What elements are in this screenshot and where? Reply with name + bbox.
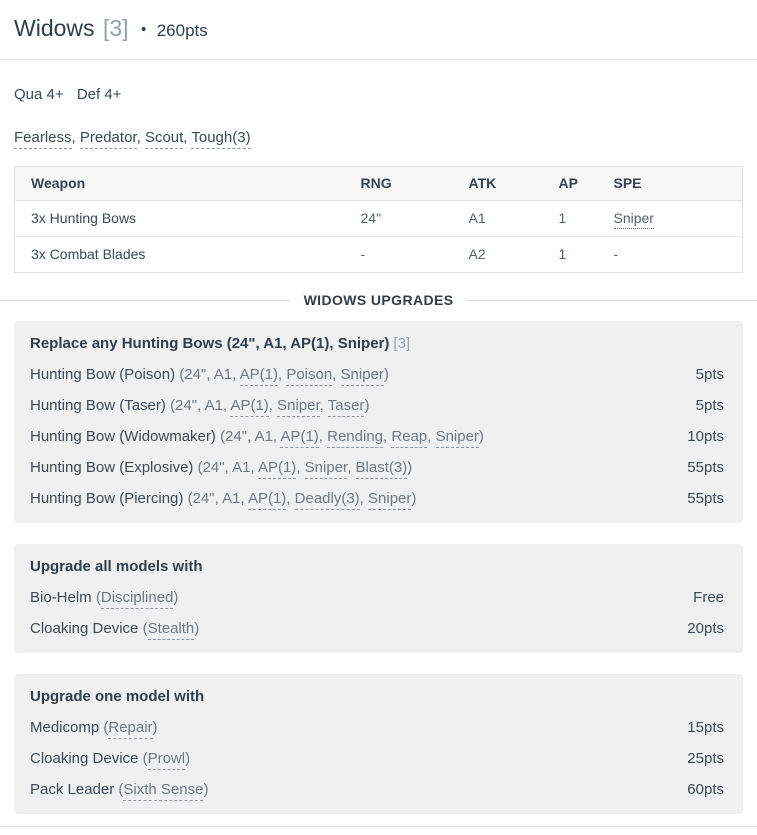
- divider-line-right: [467, 300, 757, 301]
- defense-label: Def: [76, 86, 101, 103]
- upgrade-option-label: Cloaking Device: [30, 750, 143, 767]
- upgrade-option-detail: [198, 459, 413, 479]
- column-header-weapon: Weapon: [15, 167, 347, 201]
- upgrade-option-label: Hunting Bow (Widowmaker): [30, 428, 221, 445]
- upgrade-option-row: [30, 397, 724, 415]
- rule-link[interactable]: Prowl: [148, 750, 186, 770]
- rule-link[interactable]: AP(1): [230, 397, 268, 417]
- detail-text: ): [383, 366, 389, 383]
- bottom-divider: [0, 826, 757, 827]
- detail-text: ,: [359, 490, 369, 507]
- detail-text: (24", A1,: [179, 366, 240, 383]
- detail-text: (: [103, 719, 109, 736]
- upgrade-option-label: Hunting Bow (Poison): [30, 366, 180, 383]
- rule-link[interactable]: Sniper: [368, 490, 411, 510]
- weapons-table-wrap: [14, 166, 743, 273]
- rules-separator: ,: [136, 129, 145, 146]
- column-header-atk: ATK: [455, 167, 545, 201]
- upgrade-option-cost: Free: [693, 589, 724, 606]
- upgrade-option-detail: [143, 620, 200, 640]
- detail-text: ): [411, 490, 417, 507]
- upgrade-section-title-text: Upgrade all models with: [30, 558, 203, 575]
- upgrade-option-detail: [103, 719, 157, 739]
- detail-text: ,: [383, 428, 392, 445]
- special-rule-link[interactable]: Predator: [80, 129, 137, 149]
- detail-text: ): [203, 781, 209, 798]
- upgrade-option-cost: 5pts: [695, 366, 724, 383]
- rule-link[interactable]: Sniper: [277, 397, 320, 417]
- upgrades-divider: [0, 291, 757, 309]
- upgrade-option-label: Medicomp: [30, 719, 104, 736]
- rules-separator: ,: [183, 129, 192, 146]
- upgrade-option-text: [30, 589, 190, 607]
- detail-text: ,: [296, 459, 305, 476]
- rule-link[interactable]: Sniper: [614, 210, 654, 229]
- detail-text: ,: [268, 397, 278, 414]
- weapon-row: [15, 237, 743, 273]
- upgrade-option-row: [30, 366, 724, 384]
- upgrade-option-detail: [220, 428, 484, 448]
- upgrade-option-row: [30, 589, 724, 607]
- detail-text: ): [173, 589, 179, 606]
- upgrade-option-text: [30, 490, 428, 508]
- upgrade-option-cost: 55pts: [687, 490, 724, 507]
- upgrade-option-detail: [188, 490, 417, 510]
- detail-text: ): [478, 428, 484, 445]
- upgrade-option-text: [30, 459, 424, 477]
- upgrade-option-text: [30, 428, 496, 446]
- upgrade-sections: [0, 321, 757, 814]
- rule-link[interactable]: Stealth: [148, 620, 195, 640]
- detail-text: (24", A1,: [170, 397, 231, 414]
- quality-label: Qua: [14, 86, 43, 103]
- upgrade-option-cost: 20pts: [687, 620, 724, 637]
- rule-link[interactable]: AP(1): [240, 366, 278, 386]
- rule-link[interactable]: Disciplined: [101, 589, 174, 609]
- upgrade-option-cost: 25pts: [687, 750, 724, 767]
- unit-size-badge: [3]: [102, 15, 129, 41]
- rule-link[interactable]: Rending: [327, 428, 383, 448]
- column-header-ap: AP: [545, 167, 600, 201]
- detail-text: ,: [319, 397, 328, 414]
- weapons-header-row: [15, 167, 743, 201]
- quality-value: 4+: [46, 86, 64, 103]
- detail-text: (: [118, 781, 124, 798]
- defense-value: 4+: [104, 86, 122, 103]
- special-rule-link[interactable]: Tough(3): [191, 129, 250, 149]
- detail-text: ): [194, 620, 200, 637]
- defense-stat: [77, 86, 122, 103]
- rule-link[interactable]: Repair: [108, 719, 152, 739]
- rule-link[interactable]: Sniper: [436, 428, 479, 448]
- special-rule-link[interactable]: Scout: [145, 129, 183, 149]
- weapon-name-cell: 3x Combat Blades: [31, 246, 146, 262]
- upgrade-option-row: [30, 428, 724, 446]
- special-rules-line: [14, 128, 743, 147]
- upgrade-option-cost: 15pts: [687, 719, 724, 736]
- weapon-name-cell: 3x Hunting Bows: [15, 201, 347, 237]
- rule-link[interactable]: Taser: [328, 397, 365, 417]
- upgrade-option-label: Hunting Bow (Taser): [30, 397, 171, 414]
- rule-link[interactable]: AP(1): [258, 459, 296, 479]
- upgrade-option-row: [30, 750, 724, 768]
- upgrade-option-text: [30, 366, 401, 384]
- detail-text: (: [95, 589, 101, 606]
- upgrade-option-cost: 10pts: [687, 428, 724, 445]
- detail-text: ,: [332, 366, 341, 383]
- weapon-atk-cell: A2: [468, 246, 486, 262]
- upgrade-option-row: [30, 459, 724, 477]
- detail-text: (24", A1,: [197, 459, 258, 476]
- upgrade-option-label: Hunting Bow (Explosive): [30, 459, 198, 476]
- rule-link[interactable]: AP(1): [280, 428, 318, 448]
- upgrade-option-cost: 60pts: [687, 781, 724, 798]
- rule-link[interactable]: Deadly(3): [295, 490, 360, 510]
- upgrade-option-label: Hunting Bow (Piercing): [30, 490, 188, 507]
- upgrade-option-row: [30, 490, 724, 508]
- detail-text: (24", A1,: [220, 428, 281, 445]
- upgrade-option-row: [30, 719, 724, 737]
- upgrade-section-title: [30, 557, 724, 576]
- detail-text: ,: [277, 366, 287, 383]
- upgrade-option-text: [30, 620, 211, 638]
- rule-link[interactable]: Sixth Sense: [123, 781, 203, 801]
- column-header-rng: RNG: [347, 167, 455, 201]
- weapon-ap-cell: 1: [545, 201, 600, 237]
- upgrade-option-text: [30, 750, 202, 768]
- rule-link[interactable]: Blast(3): [356, 459, 408, 479]
- upgrade-section: [14, 544, 743, 653]
- upgrade-option-row: [30, 620, 724, 638]
- weapon-spe-cell: [600, 237, 743, 273]
- quality-stat: [14, 86, 64, 103]
- divider-line-left: [0, 300, 290, 301]
- column-header-spe: SPE: [600, 167, 743, 201]
- detail-text: (24", A1,: [187, 490, 248, 507]
- weapons-table: [14, 166, 743, 273]
- upgrade-option-text: [30, 781, 220, 799]
- upgrade-option-detail: [96, 589, 179, 609]
- weapon-rng-cell: 24": [347, 201, 455, 237]
- upgrades-divider-title: WIDOWS UPGRADES: [303, 292, 454, 308]
- upgrade-option-label: Cloaking Device: [30, 620, 143, 637]
- rule-link[interactable]: Sniper: [341, 366, 384, 386]
- rule-link[interactable]: Poison: [286, 366, 332, 386]
- rule-link[interactable]: Reap: [391, 428, 427, 448]
- upgrade-option-cost: 5pts: [695, 397, 724, 414]
- upgrade-option-detail: [118, 781, 208, 801]
- stat-line: [14, 86, 743, 104]
- upgrade-option-label: Pack Leader: [30, 781, 119, 798]
- special-rule-link[interactable]: Fearless: [14, 129, 72, 149]
- detail-text: ,: [318, 428, 328, 445]
- rule-link[interactable]: AP(1): [248, 490, 286, 510]
- detail-text: ,: [286, 490, 295, 507]
- unit-header: [0, 0, 757, 60]
- detail-text: ,: [427, 428, 436, 445]
- weapon-row: [15, 201, 743, 237]
- upgrade-section-title-text: Upgrade one model with: [30, 688, 205, 705]
- upgrade-option-detail: [170, 397, 369, 417]
- weapon-ap-cell: 1: [558, 246, 567, 262]
- detail-text: ,: [347, 459, 356, 476]
- rule-link[interactable]: Sniper: [305, 459, 348, 479]
- weapon-spe-cell: [600, 201, 743, 237]
- separator-bullet: •: [141, 21, 147, 38]
- rules-separator: ,: [71, 129, 80, 146]
- upgrade-section: [14, 321, 743, 523]
- upgrade-section-title-text: Replace any Hunting Bows (24", A1, AP(1), Sniper): [30, 335, 390, 352]
- detail-text: ): [364, 397, 370, 414]
- unit-name: Widows: [14, 15, 95, 41]
- upgrade-option-cost: 55pts: [687, 459, 724, 476]
- upgrade-option-detail: [143, 750, 191, 770]
- detail-text: ): [152, 719, 158, 736]
- upgrade-option-text: [30, 397, 381, 415]
- upgrade-section-badge: [3]: [393, 335, 411, 352]
- upgrade-option-label: Bio-Helm: [30, 589, 96, 606]
- detail-text: (: [142, 750, 148, 767]
- unit-points: 260pts: [156, 21, 208, 40]
- upgrade-section-title: [30, 334, 724, 353]
- upgrade-option-detail: [179, 366, 389, 386]
- weapon-atk-cell: A1: [455, 201, 545, 237]
- upgrade-option-row: [30, 781, 724, 799]
- detail-text: -: [613, 246, 619, 262]
- upgrade-option-text: [30, 719, 170, 737]
- upgrade-section-title: [30, 687, 724, 706]
- detail-text: ): [407, 459, 413, 476]
- detail-text: (: [142, 620, 148, 637]
- weapon-rng-cell: -: [360, 246, 366, 262]
- detail-text: ): [185, 750, 191, 767]
- upgrade-section: [14, 674, 743, 814]
